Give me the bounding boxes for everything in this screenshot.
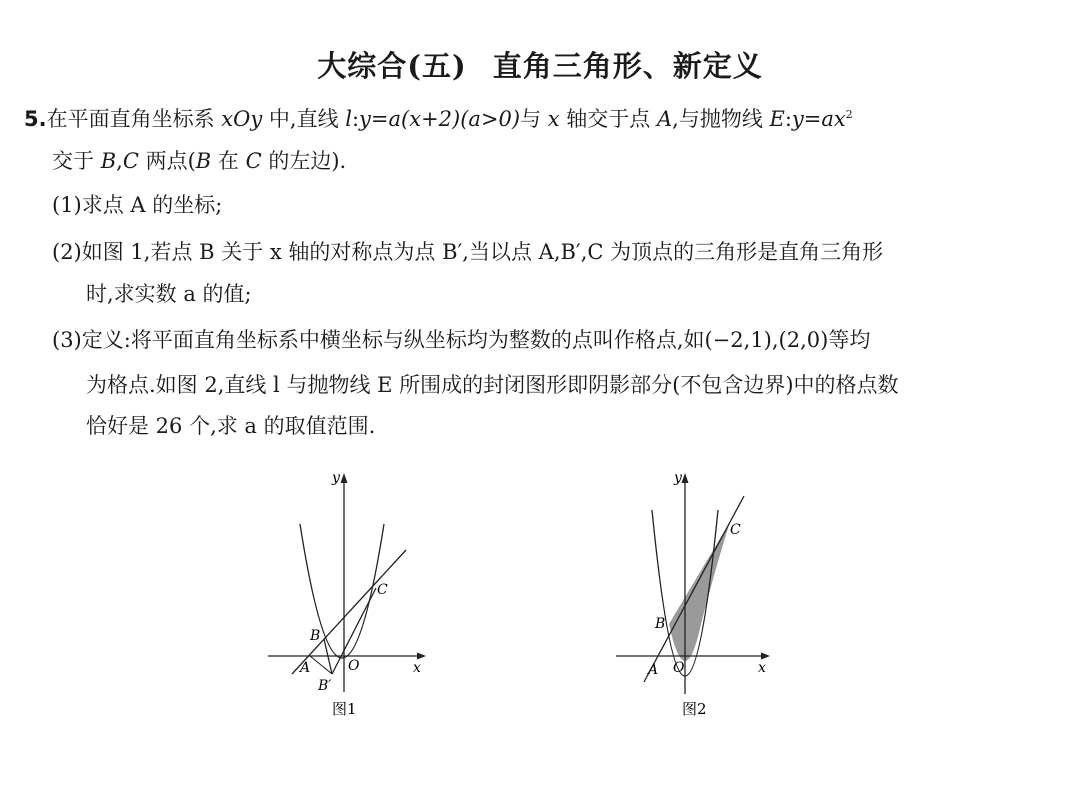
text-seg: 轴交于点 [559,107,657,131]
text-seg: ,与抛物线 [672,107,770,131]
y-axis-arrow [341,473,348,483]
figure-1-caption: 图1 [332,700,357,718]
x-axis-arrow [761,653,770,660]
text-seg: 交于 [52,149,101,173]
y-axis-arrow [682,473,689,483]
text-seg: 两点( [138,149,196,173]
text-seg: : [351,107,360,131]
math-xoy: xOy [221,107,263,131]
label-C: C [377,582,388,598]
question-1: (1)求点 A 的坐标; [52,193,223,217]
label-x: x [758,660,766,676]
math-B: B [100,149,117,173]
label-Bprime: B′ [318,678,332,694]
page-title [0,44,1080,85]
problem-line-1 [24,104,853,134]
label-B: B [655,616,666,632]
math-l: l [345,107,352,131]
question-3-line-1: (3)定义:将平面直角坐标系中横坐标与纵坐标均为整数的点叫作格点,如(−2,1),(2,0)等均 [52,328,871,352]
line-l [644,496,744,682]
math-x: x [547,107,560,131]
title-part1: 大综合(五) [317,49,467,83]
label-A: A [648,662,659,678]
x-axis-arrow [417,653,426,660]
figure-2 [606,462,786,724]
figure-1 [260,462,440,724]
math-exponent: 2 [845,108,853,121]
figure-2-caption: 图2 [682,700,707,718]
text-seg: 与 [520,107,548,131]
text-seg: 的左边). [261,149,347,173]
text-seg: 在平面直角坐标系 [46,107,222,131]
math-C: C [122,149,139,173]
label-origin: O [673,660,685,676]
math-parabola-equation: y=ax [791,107,846,131]
problem-line-2 [52,146,346,176]
label-B: B [310,628,321,644]
shaded-region [669,522,730,661]
question-3-line-3: 恰好是 26 个,求 a 的取值范围. [86,414,376,438]
label-x: x [413,660,421,676]
label-origin: O [348,658,360,674]
text-seg: : [784,107,792,131]
question-3-line-2: 为格点.如图 2,直线 l 与抛物线 E 所围成的封闭图形即阴影部分(不包含边界)中的格点数 [86,373,899,397]
text-seg: , [116,149,123,173]
math-B: B [195,149,212,173]
text-seg: 中,直线 [262,107,346,131]
problem-number: 5. [24,107,47,131]
math-A: A [656,107,673,131]
label-A: A [300,660,311,676]
math-C: C [245,149,262,173]
label-y: y [332,470,340,486]
question-2-line-2: 时,求实数 a 的值; [86,282,252,306]
math-line-equation: y=a(x+2)(a>0) [359,107,521,131]
label-C: C [730,522,741,538]
question-2-line-1: (2)如图 1,若点 B 关于 x 轴的对称点为点 B′,当以点 A,B′,C 为顶点的三角形是直角三角形 [52,240,884,264]
title-part2: 直角三角形、新定义 [492,49,763,83]
label-y: y [674,470,682,486]
text-seg: 在 [211,149,246,173]
math-E: E [769,107,785,131]
